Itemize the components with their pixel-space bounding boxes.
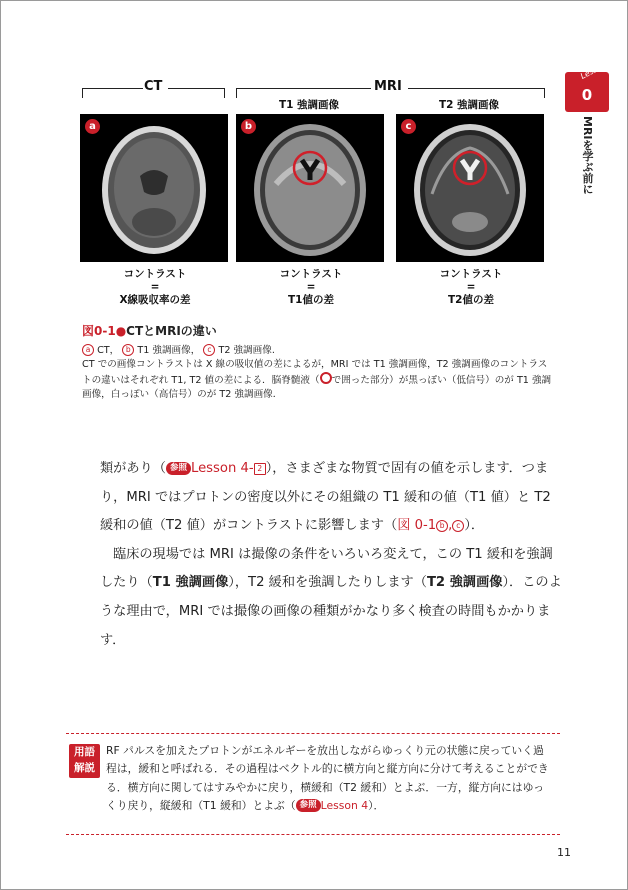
figure-description: [82, 344, 552, 402]
glossary-reference-link[interactable]: Lesson 4: [320, 799, 369, 813]
lesson-tab: Lesson 0: [565, 72, 609, 112]
figure-explanation: CT での画像コントラストは X 線の吸収値の差によるが，MRI では T1 強調画像，T2 強調画像のコントラストの違いはそれぞれ T1, T2 値の差による．脳脊髄液（ で囲った部分）が黒っぽい（低信号）のが T1 強調画像，白っぽい（高信号）のが T2 強調画像．: [82, 359, 552, 400]
glossary-text: RF パルスを加えたプロトンがエネルギーを放出しながらゆっくり元の状態に戻っていく過程は，緩和と呼ばれる．その過程はベクトル的に横方向と縦方向に分けて考えることができる．横方向に関してはすみやかに戻り，横緩和（T2 緩和）とよぶ．一方，縦方向にはゆっくり戻り，縦緩和（T1 緩和）とよぶ（ 参照 Lesson 4）．: [106, 744, 549, 813]
page-number: 11: [557, 846, 571, 859]
t1-mri-image: [236, 114, 384, 262]
ct-header: CT: [144, 79, 163, 94]
ct-scan-image: [80, 114, 228, 262]
t2-mri-image: [396, 114, 544, 262]
caption-t1: コントラスト = T1値の差: [279, 268, 343, 306]
caption-ct: コントラスト = X線吸収率の差: [119, 268, 191, 306]
mri-header: MRI: [374, 79, 402, 94]
t1-brain-illustration: [236, 114, 384, 262]
figure-title: 図0-1●CTとMRIの違い: [82, 324, 217, 338]
caption-t2: コントラスト = T2値の差: [439, 268, 503, 306]
reference-badge: 参照: [166, 462, 191, 475]
figure-legend: a CT， b T1 強調画像， c T2 強調画像.: [82, 344, 552, 358]
glossary-label: 用語 解説: [69, 744, 100, 778]
ct-bracket-left: [82, 88, 143, 98]
red-circle-icon: [320, 372, 332, 384]
badge-b: b: [241, 119, 256, 134]
badge-a: a: [85, 119, 100, 134]
t1-subheader: T1 強調画像: [278, 99, 340, 111]
paragraph-2: 臨床の現場では MRI は撮像の条件をいろいろ変えて，この T1 緩和を強調したり（T1 強調画像），T2 緩和を強調したりします（T2 強調画像）．このような理由で，MRI では撮像の画像の種類がかなり多く検査の時間もかかります．: [100, 546, 562, 648]
t2-brain-illustration: [396, 114, 544, 262]
body-text: [100, 455, 562, 655]
ct-brain-illustration: [80, 114, 228, 262]
ct-bracket-right: [168, 88, 225, 98]
badge-c: c: [401, 119, 416, 134]
glossary-reference-badge: 参照: [296, 799, 321, 812]
chapter-side-title: MRIを学ぶ前に: [581, 116, 594, 195]
reference-link-fig0-1[interactable]: 図 0-1: [397, 518, 437, 534]
t2-subheader: T2 強調画像: [438, 99, 500, 111]
paragraph-1: 類があり（ 参照 Lesson 4- 2 ），さまざまな物質で固有の値を示します．つまり，MRI ではプロトンの密度以外にその組織の T1 緩和の値（T1 値）と T2 緩和の値（T2 値）がコントラストに影響します（図 0-1 b , c ）．: [100, 461, 551, 534]
reference-link-lesson4[interactable]: Lesson 4-: [190, 461, 254, 476]
